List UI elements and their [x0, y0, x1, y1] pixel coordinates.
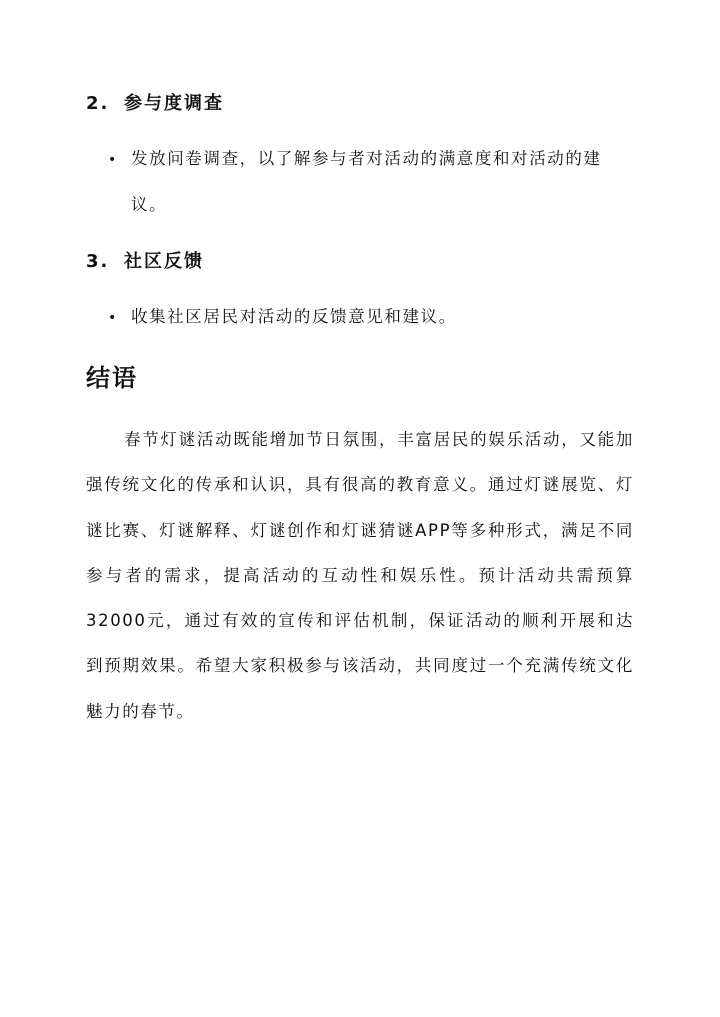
conclusion-heading: 结语 — [86, 364, 138, 392]
bullet-icon: • — [108, 310, 117, 326]
section-heading-participation-survey — [86, 89, 224, 115]
section-heading-community-feedback — [86, 247, 204, 273]
bullet-item-feedback: 收集社区居民对活动的反馈意见和建议。 — [131, 307, 457, 326]
section-title: 参与度调查 — [124, 93, 224, 114]
section-number: 3. — [86, 251, 110, 272]
bullet-icon: • — [108, 152, 117, 168]
section-number: 2. — [86, 93, 110, 114]
bullet-item-questionnaire: 发放问卷调查，以了解参与者对活动的满意度和对活动的建议。 — [131, 149, 602, 214]
conclusion-paragraph: 春节灯谜活动既能增加节日氛围，丰富居民的娱乐活动，又能加强传统文化的传承和认识，具有很高的教育意义。通过灯谜展览、灯谜比赛、灯谜解释、灯谜创作和灯谜猜谜APP等多种形式，满足不同参与者的需求，提高活动的互动性和娱乐性。预计活动共需预算32000元，通过有效的宣传和评估机制，保证活动的顺利开展和达到预期效果。希望大家积极参与该活动，共同度过一个充满传统文化魅力的春节。 — [86, 430, 634, 721]
section-title: 社区反馈 — [124, 251, 204, 272]
